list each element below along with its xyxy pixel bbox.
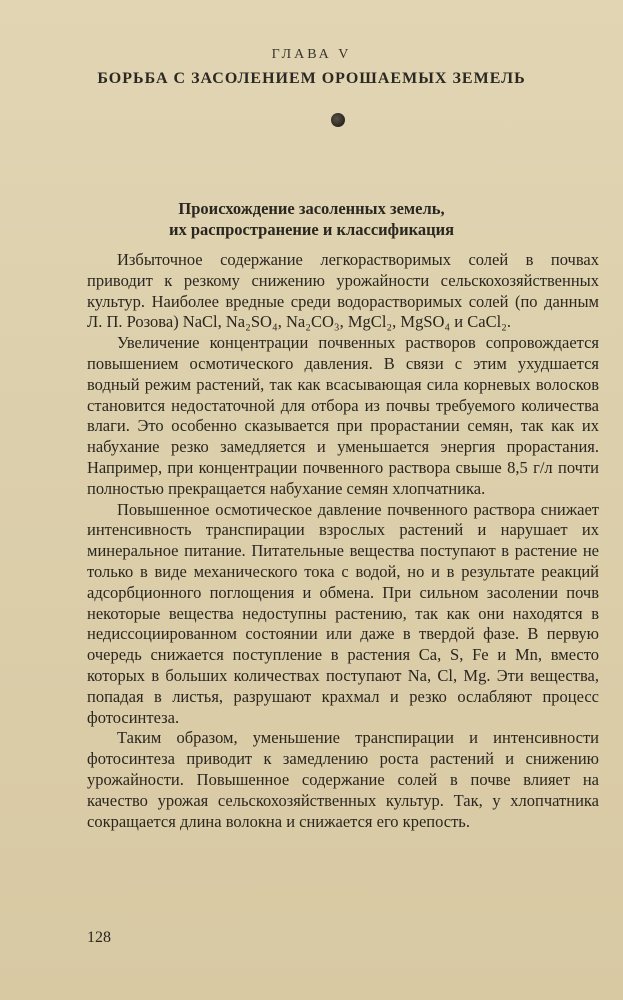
section-title: [0, 198, 623, 240]
chapter-label: ГЛАВА V: [271, 47, 352, 62]
section-title-line-2: их распространение и классификация: [168, 220, 455, 239]
paragraph-1: Избыточное содержание легкорастворимых солей в почвах приводит к резкому снижению урожайности сельскохозяйственных культур. Наиболее вредные среди водорастворимых солей (по данным Л. П. Розова) NaCl, Na₂SO₄, Na₂CO₃, MgCl₂, MgSO₄ и CaCl₂.: [87, 250, 599, 332]
body-text: [87, 250, 599, 832]
paragraph-3: Повышенное осмотическое давление почвенного раствора снижает интенсивность транспирации взрослых растений и нарушает их минеральное питание. Питательные вещества поступают в растение не только в виде механического тока с водой, но и в результате реакций адсорбционного поглощения и обмена. При сильном засолении почв некоторые вещества недоступны растению, так как они находятся в недиссоциированном состоянии или даже в твердой фазе. В первую очередь снижается поступление в растения Ca, S, Fe и Mn, вместо которых в больших количествах поступают Na, Cl, Mg. Эти вещества, попадая в листья, разрушают крахмал и резко ослабляют процесс фотосинтеза.: [87, 499, 599, 727]
chapter-title: БОРЬБА С ЗАСОЛЕНИЕМ ОРОШАЕМЫХ ЗЕМЕЛЬ: [97, 70, 526, 87]
section-title-line-1: Происхождение засоленных земель,: [178, 199, 445, 218]
ornament-icon: [331, 113, 345, 127]
paragraph-2: Увеличение концентрации почвенных растворов сопровождается повышением осмотического давления. В связи с этим ухудшается водный режим растений, так как всасывающая сила корневых волосков становится недостаточной для отбора из почвы требуемого количества влаги. Это особенно сказывается при прорастании семян, так как их набухание резко замедляется и уменьшается энергия прорастания. Например, при концентрации почвенного раствора свыше 8,5 г/л почти полностью прекращается набухание семян хлопчатника.: [87, 333, 599, 498]
page-number: 128: [87, 929, 111, 946]
paragraph-4: Таким образом, уменьшение транспирации и интенсивности фотосинтеза приводит к замедлению роста растений и снижению урожайности. Повышенное содержание солей в почве влияет на качество урожая сельскохозяйственных культур. Так, у хлопчатника сокращается длина волокна и снижается его крепость.: [87, 728, 599, 831]
